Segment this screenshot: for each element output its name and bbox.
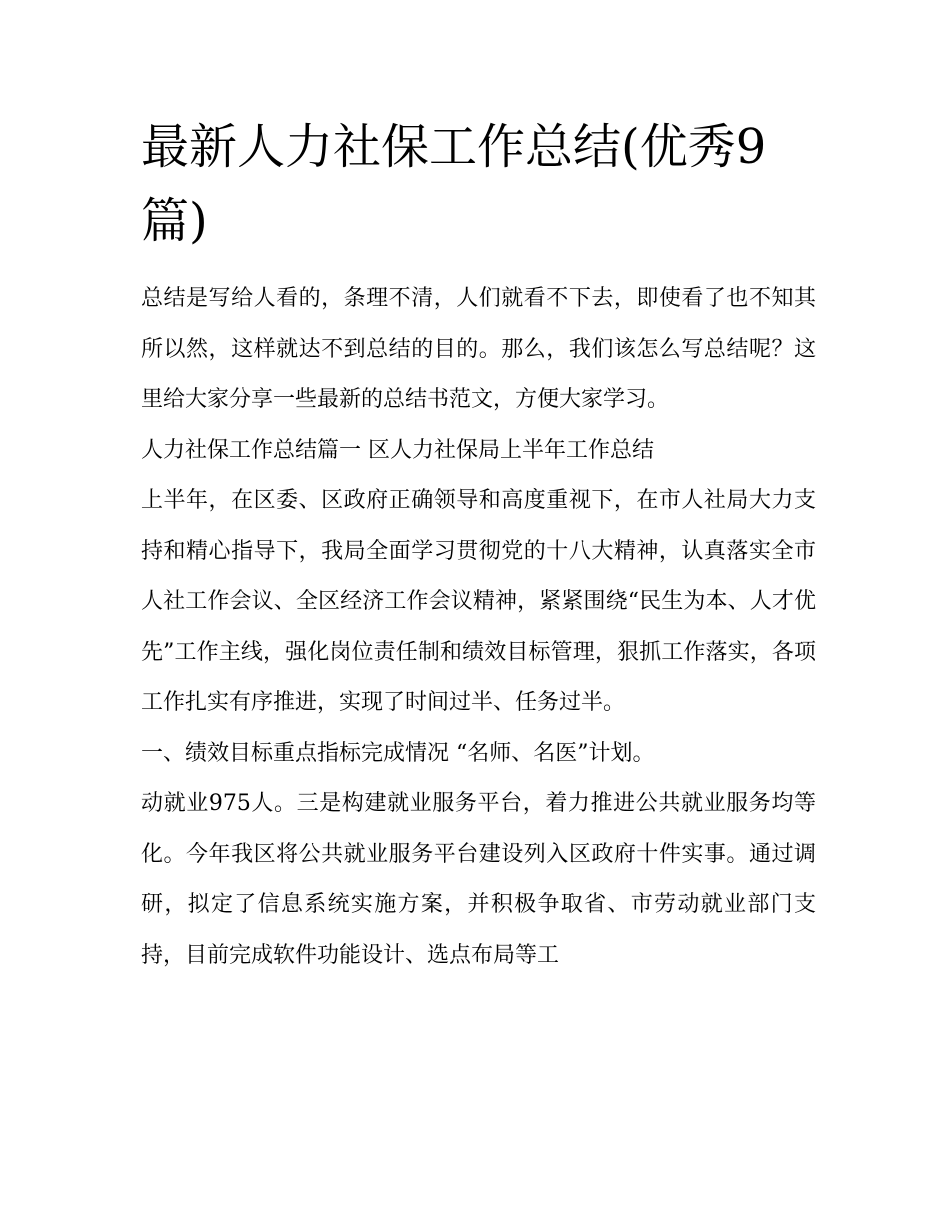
paragraph-goals-heading: 一、绩效目标重点指标完成情况 “名师、名医”计划。	[141, 740, 655, 766]
paragraph-intro: 总结是写给人看的，条理不清，人们就看不下去，即使看了也不知其所以然，这样就达不到总结的目的。那么，我们该怎么写总结呢？这里给大家分享一些最新的总结书范文，方便大家学习。	[141, 286, 816, 412]
document-body	[141, 110, 816, 981]
document-title: 最新人力社保工作总结(优秀9篇)	[141, 119, 767, 249]
paragraph-employment: 动就业975人。三是构建就业服务平台，着力推进公共就业服务均等化。今年我区将公共就业服务平台建设列入区政府十件实事。通过调研，拟定了信息系统实施方案，并积极争取省、市劳动就业部门支持，目前完成软件功能设计、选点布局等工	[141, 791, 816, 968]
paragraph-section-heading: 人力社保工作总结篇一 区人力社保局上半年工作总结	[141, 437, 654, 463]
paragraph-summary: 上半年，在区委、区政府正确领导和高度重视下，在市人社局大力支持和精心指导下，我局全面学习贯彻党的十八大精神，认真落实全市人社工作会议、全区经济工作会议精神，紧紧围绕“民生为本、人才优先”工作主线，强化岗位责任制和绩效目标管理，狠抓工作落实，各项工作扎实有序推进，实现了时间过半、任务过半。	[141, 488, 816, 715]
